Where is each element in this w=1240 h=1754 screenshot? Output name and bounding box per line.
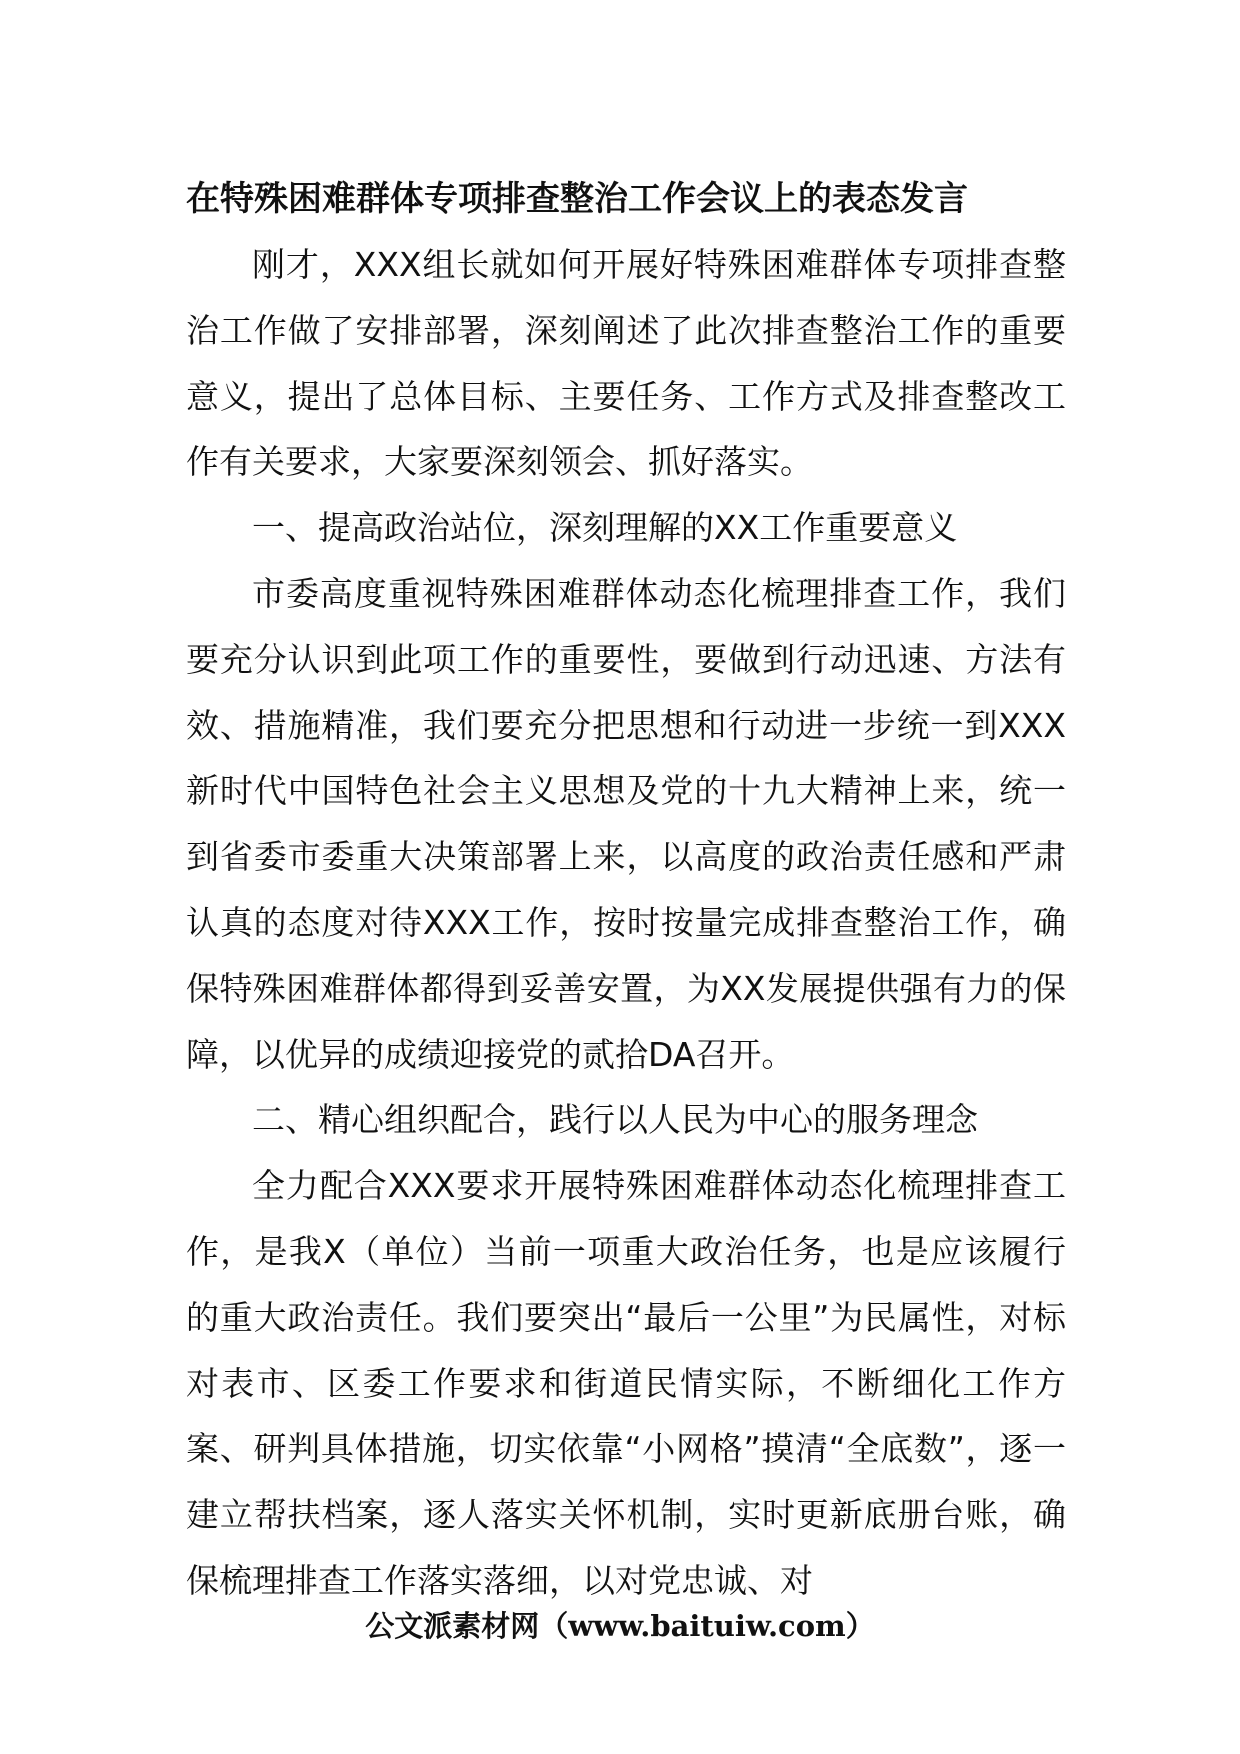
- section-heading-2: 二、精心组织配合，践行以人民为中心的服务理念: [252, 1100, 978, 1140]
- section-1-paragraph: 市委高度重视特殊困难群体动态化梳理排查工作，我们要充分认识到此项工作的重要性，要做到行动迅速、方法有效、措施精准，我们要充分把思想和行动进一步统一到XXX新时代中国特色社会主义思想及党的十九大精神上来，统一到省委市委重大决策部署上来，以高度的政治责任感和严肃认真的态度对待XXX工作，按时按量完成排查整治工作，确保特殊困难群体都得到妥善安置，为XX发展提供强有力的保障，以优异的成绩迎接党的贰拾DA召开。: [186, 573, 1066, 1074]
- intro-paragraph: 刚才，XXX组长就如何开展好特殊困难群体专项排查整治工作做了安排部署，深刻阐述了此次排查整治工作的重要意义，提出了总体目标、主要任务、工作方式及排查整改工作有关要求，大家要深刻领会、抓好落实。: [186, 245, 1066, 482]
- footer-watermark: 公文派素材网（www.baituiw.com）: [365, 1609, 875, 1643]
- document-title: 在特殊困难群体专项排查整治工作会议上的表态发言: [186, 179, 968, 219]
- section-2-paragraph: 全力配合XXX要求开展特殊困难群体动态化梳理排查工作，是我X（单位）当前一项重大政治任务，也是应该履行的重大政治责任。我们要突出“最后一公里”为民属性，对标对表市、区委工作要求和街道民情实际，不断细化工作方案、研判具体措施，切实依靠“小网格”摸清“全底数”，逐一建立帮扶档案，逐人落实关怀机制，实时更新底册台账，确保梳理排查工作落实落细，以对党忠诚、对: [186, 1166, 1066, 1600]
- section-heading-1: 一、提高政治站位，深刻理解的XX工作重要意义: [252, 508, 958, 548]
- document-body: [186, 166, 1066, 1614]
